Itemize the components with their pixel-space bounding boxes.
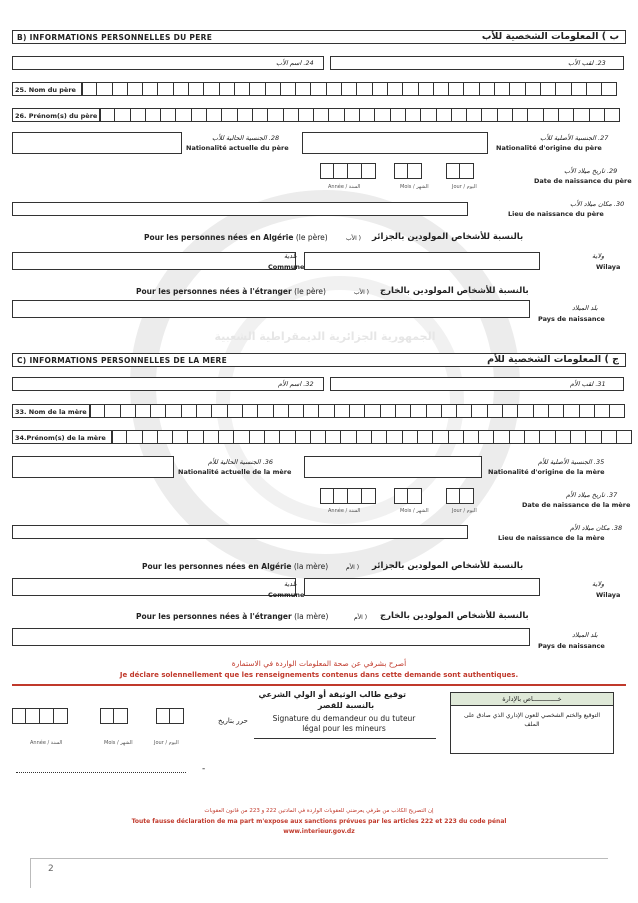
- mother-nat-current-fr: Nationalité actuelle de la mère: [178, 468, 292, 476]
- admin-body: التوقيع والختم الشخصي للعون الإداري الذي صادق على الملف: [463, 712, 601, 728]
- mother-dob-fr: Date de naissance de la mère: [522, 501, 631, 509]
- mother-prenom-cells[interactable]: [112, 430, 632, 444]
- mother-nat-origin-fr: Nationalité d'origine de la mère: [488, 468, 605, 476]
- father-dob-day[interactable]: [446, 163, 474, 179]
- page-number: 2: [48, 864, 54, 874]
- place-dash: -: [202, 764, 206, 774]
- mother-etr-fr-paren: (la mère): [291, 612, 329, 621]
- father-wilaya-fr: Wilaya: [596, 263, 621, 271]
- mother-etr-ar: بالنسبة للأشخاص المولودين بالخارج: [380, 611, 529, 621]
- place-line[interactable]: [16, 772, 186, 773]
- mother-country-field[interactable]: [12, 628, 530, 646]
- watermark-text: الجمهورية الجزائرية الديمقراطية الشعبية: [214, 330, 436, 343]
- mother-wilaya-fr: Wilaya: [596, 591, 621, 599]
- father-etr-ar: بالنسبة للأشخاص المولودين بالخارج: [380, 286, 529, 296]
- father-header-ar: ب ) المعلومات الشخصية للأب: [481, 31, 619, 42]
- father-country-ar: بلد الميلاد: [572, 304, 598, 312]
- mother-name-cells[interactable]: [90, 404, 625, 418]
- mother-name-label: 33. Nom de la mère: [12, 404, 90, 418]
- mother-nat-origin-ar: 35. الجنسية الأصلية للأم: [538, 458, 605, 466]
- father-prenom-cells[interactable]: [100, 108, 620, 122]
- mother-country-ar: بلد الميلاد: [572, 631, 598, 639]
- mother-nat-current-field[interactable]: [12, 456, 174, 478]
- father-commune-fr: Commune: [268, 263, 305, 271]
- father-dob-fr: Date de naissance du père: [534, 177, 632, 185]
- mother-header-fr: C) INFORMATIONS PERSONNELLES DE LA MERE: [17, 356, 228, 365]
- father-name-label: 25. Nom du père: [12, 82, 82, 96]
- mother-dob-day-caption: Jour / اليوم: [452, 508, 477, 514]
- father-dob-month[interactable]: [394, 163, 422, 179]
- signature-ar-line1: توقيع طالب الوثيقة أو الولي الشرعي: [258, 690, 406, 699]
- father-prenom-label: 26. Prénom(s) du père: [12, 108, 100, 122]
- father-nat-current-fr: Nationalité actuelle du père: [186, 144, 289, 152]
- mother-surname-ar-label: 31. لقب الأم: [570, 380, 606, 388]
- mother-birthplace-ar: 38. مكان ميلاد الأم: [570, 524, 623, 532]
- declaration-ar: أصرح بشرفي عن صحة المعلومات الواردة في الاستمارة: [231, 659, 407, 668]
- father-nat-current-ar: 28. الجنسية الحالية للأب: [212, 134, 280, 142]
- sign-date-day-caption: Jour / اليوم: [154, 740, 179, 746]
- father-dob-month-caption: Mois / الشهر: [400, 184, 429, 190]
- father-birthplace-fr: Lieu de naissance du père: [508, 210, 604, 218]
- father-alg-fr-b: Pour les personnes nées en Algérie: [144, 233, 294, 242]
- mother-section-header: [12, 353, 626, 367]
- father-firstname-ar-label: 24. اسم الأب: [276, 59, 314, 67]
- father-etr-fr-b: Pour les personnes nées à l'étranger: [136, 287, 292, 296]
- page-number-box: [30, 858, 608, 888]
- signature-fr-line2: légal pour les mineurs: [302, 724, 386, 733]
- mother-nat-origin-field[interactable]: [304, 456, 482, 478]
- father-nat-origin-field[interactable]: [302, 132, 488, 154]
- mother-commune-field[interactable]: [12, 578, 296, 596]
- sign-date-month[interactable]: [100, 708, 128, 724]
- father-dob-year-caption: Année / السنة: [328, 184, 361, 190]
- father-section-header: [12, 30, 626, 44]
- mother-alg-ar: بالنسبة للأشخاص المولودين بالجزائر: [372, 561, 524, 571]
- declaration-fr: Je déclare solennellement que les renseignements contenus dans cette demande sont authentiques.: [119, 671, 519, 679]
- father-dob-year[interactable]: [320, 163, 376, 179]
- mother-commune-fr: Commune: [268, 591, 305, 599]
- signature-underline: [254, 738, 436, 739]
- red-divider: [12, 684, 626, 686]
- father-surname-ar-label: 23. لقب الأب: [568, 59, 606, 67]
- mother-wilaya-field[interactable]: [304, 578, 540, 596]
- mother-dob-year-caption: Année / السنة: [328, 508, 361, 514]
- mother-dob-ar: 37. تاريخ ميلاد الأم: [566, 491, 618, 499]
- mother-algeria-band: [142, 562, 328, 571]
- mother-alg-fr-b: Pour les personnes nées en Algérie: [142, 562, 292, 571]
- sign-date-year-caption: Année / السنة: [30, 740, 63, 746]
- mother-wilaya-ar: ولاية: [592, 580, 605, 588]
- mother-etr-ar-small: ( الأم: [354, 614, 368, 621]
- footer-ar: إن التصريح الكاذب من طرفي يعرضني للعقوبات الواردة في المادتين 222 و 223 من قانون العقوبات: [204, 808, 434, 814]
- footer-fr: Toute fausse déclaration de ma part m'expose aux sanctions prévues par les articles 222 et 223 du code pénal: [131, 818, 507, 825]
- fait-le-label: حرر بتاريخ: [218, 717, 248, 725]
- signature-fr-line1: Signature du demandeur ou du tuteur: [272, 714, 416, 723]
- sign-date-year[interactable]: [12, 708, 68, 724]
- father-etr-fr-paren: (le père): [291, 287, 326, 296]
- mother-commune-ar: بلدية: [284, 580, 297, 588]
- admin-header: خـــــــــــــاص بالإدارة: [451, 693, 613, 706]
- mother-dob-year[interactable]: [320, 488, 376, 504]
- father-header-fr: B) INFORMATIONS PERSONNELLES DU PERE: [17, 33, 213, 42]
- mother-prenom-label: 34.Prénom(s) de la mère: [12, 430, 112, 444]
- mother-dob-day[interactable]: [446, 488, 474, 504]
- mother-header-ar: ج ) المعلومات الشخصية للأم: [487, 354, 619, 365]
- father-name-cells[interactable]: [82, 82, 617, 96]
- father-alg-ar: بالنسبة للأشخاص المولودين بالجزائر: [372, 232, 524, 242]
- mother-etr-fr-b: Pour les personnes nées à l'étranger: [136, 612, 292, 621]
- father-birthplace-field[interactable]: [12, 202, 468, 216]
- mother-firstname-ar-label: 32. اسم الأم: [278, 380, 314, 388]
- father-commune-field[interactable]: [12, 252, 296, 270]
- signature-ar-line2: بالنسبة للقصر: [317, 701, 375, 710]
- father-nat-current-field[interactable]: [12, 132, 182, 154]
- admin-box: [450, 692, 614, 754]
- father-etr-ar-small: ( الأب: [354, 289, 369, 296]
- father-alg-ar-small: ( الأب: [346, 235, 361, 242]
- father-birthplace-ar: 30. مكان ميلاد الأب: [570, 200, 625, 208]
- father-commune-ar: بلدية: [284, 252, 297, 260]
- father-nat-origin-fr: Nationalité d'origine du père: [496, 144, 602, 152]
- mother-alg-fr-paren: (la mère): [291, 562, 329, 571]
- father-alg-fr-paren: (le père): [293, 233, 328, 242]
- mother-dob-month[interactable]: [394, 488, 422, 504]
- father-abroad-band: [136, 287, 326, 296]
- father-country-fr: Pays de naissance: [538, 315, 605, 323]
- mother-abroad-band: [136, 612, 328, 621]
- mother-dob-month-caption: Mois / الشهر: [400, 508, 429, 514]
- sign-date-day[interactable]: [156, 708, 184, 724]
- father-dob-ar: 29. تاريخ ميلاد الأب: [564, 167, 618, 175]
- mother-country-fr: Pays de naissance: [538, 642, 605, 650]
- footer-url[interactable]: www.interieur.gov.dz: [283, 828, 355, 835]
- mother-nat-current-ar: 36. الجنسية الحالية للأم: [208, 458, 274, 466]
- father-dob-day-caption: Jour / اليوم: [452, 184, 477, 190]
- father-algeria-band: [144, 233, 328, 242]
- father-wilaya-ar: ولاية: [592, 252, 605, 260]
- mother-birthplace-field[interactable]: [12, 525, 468, 539]
- father-country-field[interactable]: [12, 300, 530, 318]
- father-wilaya-field[interactable]: [304, 252, 540, 270]
- sign-date-month-caption: Mois / الشهر: [104, 740, 133, 746]
- father-nat-origin-ar: 27. الجنسية الأصلية للأب: [540, 134, 609, 142]
- mother-birthplace-fr: Lieu de naissance de la mère: [498, 534, 605, 542]
- mother-alg-ar-small: ( الأم: [346, 564, 360, 571]
